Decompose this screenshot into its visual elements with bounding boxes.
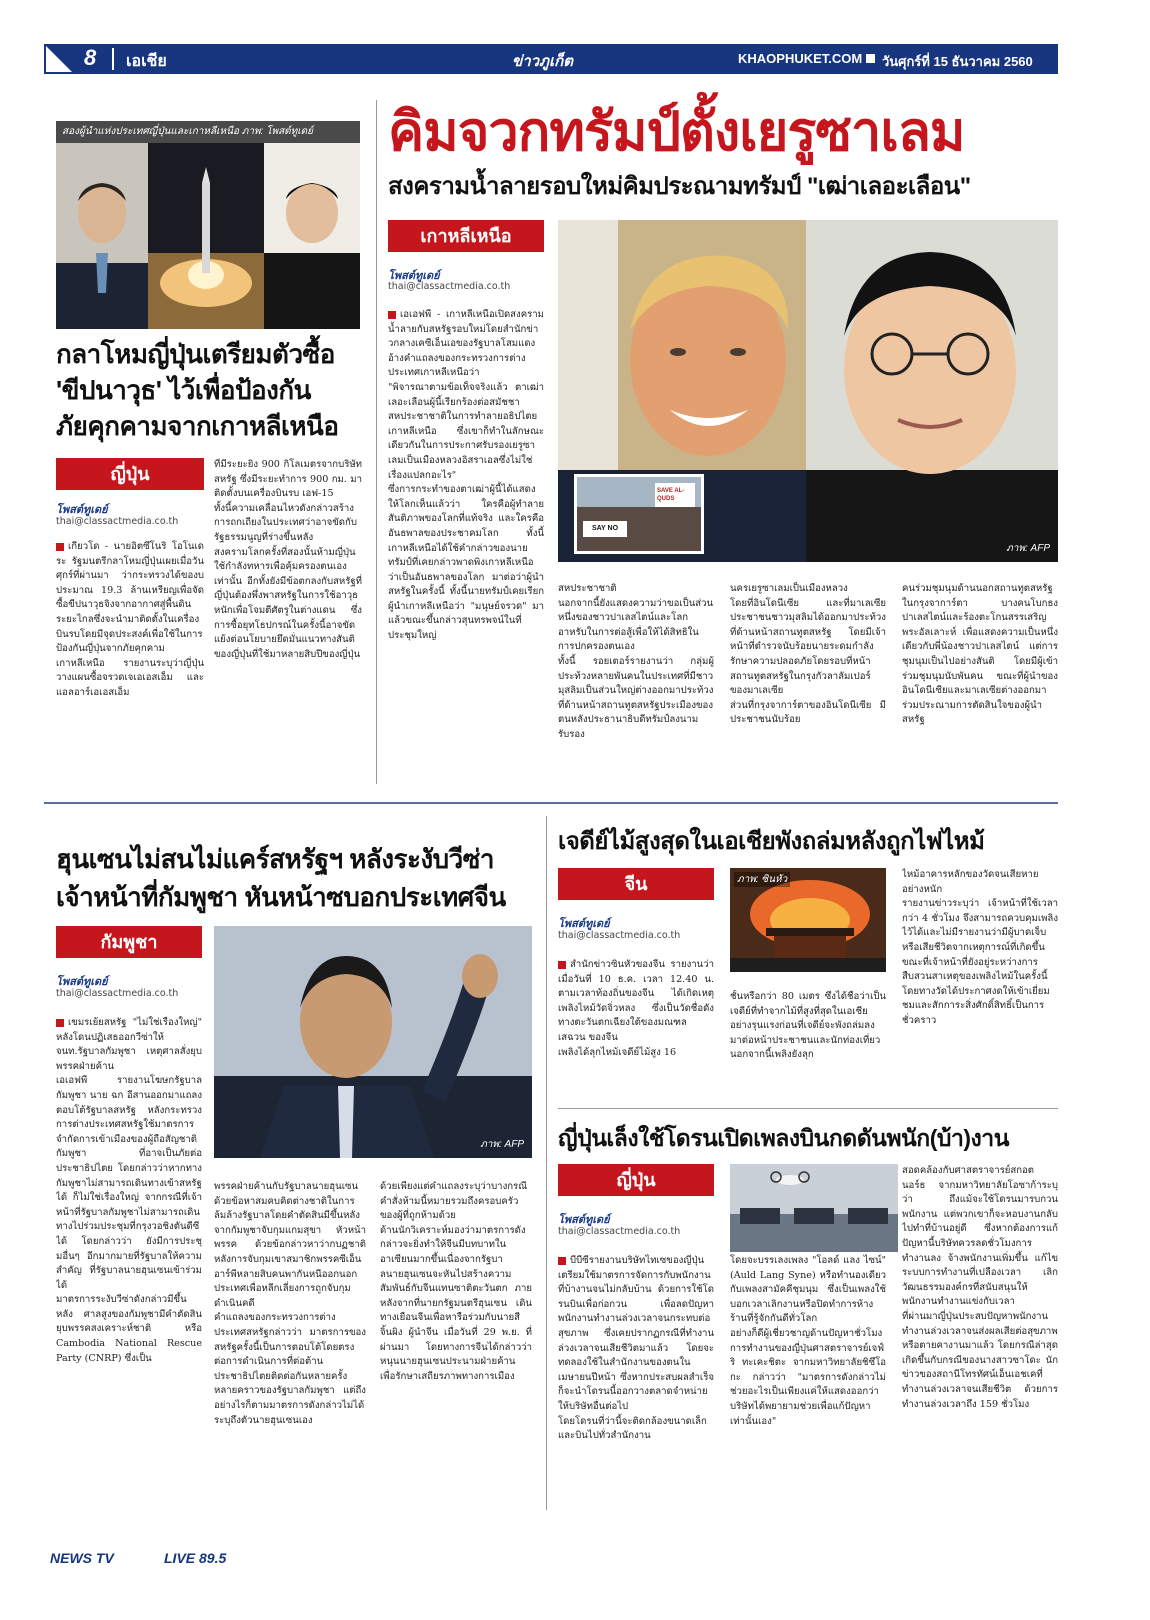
drone-office-photo: [730, 1164, 898, 1252]
cambodia-tag: กัมพูชา: [56, 926, 202, 958]
japan-body-col-2: ที่มีระยะยิง 900 กิโลเมตรจากบริษัทสหรัฐ ซึ่งมีระยะทำการ 900 กม. มาติดตั้งบนเครื่องบินรบ เอฟ-15 ทั้งนี้ความเคลื่อนไหวดังกล่าวสร้างการถกเถียงในประเทศว่าอาจขัดกับรัฐธรรมนูญที่ร่างขึ้นหลังสงครามโลกครั้งที่สองนั้นห้ามญี่ปุ่นใช้กำลังทหารเพื่อคุ้มครองตนเองเท่านั้น อีกทั้งยังมีข้อตกลงกับสหรัฐที่ญี่ปุ่นต้องพึ่งพาสหรัฐในการใช้อาวุธหนักเพื่อโจมตีศัตรูในต่างแดน ซึ่งการซื้อยุทโธปกรณ์ในครั้งนี้อาจขัดแย้งต่อนโยบายยึดมั่นแนวทางสันติของญี่ปุ่นที่ใช้มาหลายสิบปีของญี่ปุ่น: [214, 459, 362, 660]
bullet-square-icon: [558, 961, 566, 969]
hunsen-headline-line-2: เจ้าหน้าที่กัมพูชา หันหน้าซบอกประเทศจีน: [56, 882, 506, 912]
live-radio-logo-text: LIVE 89.5: [164, 1550, 227, 1566]
masthead-logo: ข่าวภูเก็ต: [512, 53, 573, 70]
japan-drone-tag: ญี่ปุ่น: [558, 1164, 714, 1196]
pagoda-photo-credit: ภาพ: ซินหัว: [734, 872, 790, 887]
kim-body-col-2: สหประชาชาติ นอกจากนี้ยังแสดงความว่าขอเป็นส่วนหนึ่งของชาวปาเลสไตน์และโลกอาหรับในการต่อสู้เพื่อให้ได้สิทธิในการปกครองตนเอง ทั้งนี้ รอยเตอร์รายงานว่า กลุ่มผู้ประท้วงหลายพันคนในประเทศที่มีชาวมุสลิมเป็นส่วนใหญ่ต่างออกมาประท้วงที่ด้านหน้าสถานทูตสหรัฐประเมืองของตนหลังประธานาธิบดีทรัมป์ลงนามรับรอง: [558, 583, 714, 740]
japan-byline: โพสต์ทูเดย์: [56, 503, 108, 516]
header-square-icon: [866, 54, 875, 63]
drone-body-col-3: สอดคล้องกับศาสตราจารย์สกอต นอร์ธ จากมหาวิทยาลัยโอซาก้าระบุว่า ถึงแม้จะใช้โดรนมารบกวนพนักงาน แต่พวกเขาก็จะหอบงานกลับไปทำที่บ้านอยู่ดี ซึ่งหากต้องการแก้ปัญหานี้บริษัทควรลดชั่วโมงการทำงานลง จ้างพนักงานเพิ่มขึ้น แก้ไขระบบการทำงานที่เปลืองเวลา เลิกวัฒนธรรมองค์กรที่สนับสนุนให้พนักงานทำงานแข่งกับเวลา ที่ผ่านมาญี่ปุ่นประสบปัญหาพนักงานทำงานล่วงเวลาจนส่งผลเสียต่อสุขภาพหรือตายคางานมาแล้ว โดยกรณีล่าสุดเกิดขึ้นกับกรณีของนางสาวซาโดะ นักข่าวของสถานีโทรทัศน์เอ็นเอชเคที่ทำงานล่วงเวลาจนเสียชีวิต ด้วยการทำงานล่วงเวลาถึง 159 ชั่วโมง: [902, 1165, 1058, 1410]
china-tag: จีน: [558, 868, 714, 900]
kim-body-col-3: นครเยรูซาเลมเป็นเมืองหลวง โดยที่อินโดนีเซีย และที่มาเลเซียประชาชนชาวมุสลิมได้ออกมาประท้วงที่ด้านหน้าสถานทูตสหรัฐ โดยมีเจ้าหน้าที่ตำรวจนับร้อยนายระดมกำลังรักษาความปลอดภัยโดยรอบที่หน้าสถานทูตสหรัฐในกรุงกัวลาลัมเปอร์ของมาเลเซีย ส่วนที่กรุงจาการ์ตาของอินโดนีเซีย มีประชาชนนับร้อย: [730, 583, 886, 726]
pagoda-fire-photo: [730, 868, 886, 972]
pagoda-byline: โพสต์ทูเดย์: [558, 917, 610, 930]
kim-byline-email: thai@classactmedia.co.th: [388, 281, 511, 292]
page-number: 8: [84, 45, 97, 70]
hunsen-photo-credit: ภาพ: AFP: [480, 1139, 524, 1150]
hunsen-headline-line-1: ฮุนเซนไม่สนไม่แคร์สหรัฐฯ หลังระงับวีซ่า: [56, 844, 495, 874]
hunsen-byline: โพสต์ทูเดย์: [56, 975, 108, 988]
protest-inset-photo: [574, 474, 704, 554]
japan-headline-line-1: กลาโหมญี่ปุ่นเตรียมตัวซื้อ: [56, 339, 335, 369]
hunsen-body-col-3: ด้วยเพียงแต่คำแถลงระบุว่าบางกรณีคำสั่งห้ามนี้หมายรวมถึงครอบครัวของผู้ที่ถูกห้ามด้วย ด้านนักวิเคราะห์มองว่ามาตรการดังกล่าวจะยิ่งทำให้จีนมีบทบาทในอาเซียนมากขึ้นเนื่องจากรัฐบาลนายฮุนเซนจะหันไปสร้างความสัมพันธ์กับจีนแทนซาติตะวันตก ภายหลังจากที่นายกรัฐมนตรีฮุนเซน เดินทางเยือนจีนเพื่อหารือร่วมกับนายสีจิ้นผิง ผู้นำจีน เมื่อวันที่ 29 พ.ย. ที่ผ่านมา โดยทางการจีนได้กล่าวว่าหนุนนายฮุนเซนประนามฝ่ายค้าน เพื่อรักษาเสถียรภาพทางการเมือง: [380, 1181, 532, 1382]
kim-photo-credit: ภาพ: AFP: [1006, 543, 1050, 554]
pagoda-body-col-3: ไหม้อาคารหลักของวัดจนเสียหายอย่างหนัก รายงานข่าวระบุว่า เจ้าหน้าที่ใช้เวลากว่า 4 ชั่วโมง จึงสามารถควบคุมเพลิงไว้ได้และไม่มีรายงานว่ามีผู้บาดเจ็บหรือเสียชีวิตจากเหตุการณ์ที่เกิดขึ้น ขณะที่เจ้าหน้าที่ยังอยู่ระหว่างการสืบสวนสาเหตุของเพลิงไหม้ในครั้งนี้ โดยทางวัดได้ประกาศงดให้เข้าเยี่ยมชมและสักการะสิ่งศักดิ์สิทธิ์เป็นการชั่วคราว: [902, 869, 1058, 1026]
hunsen-body-col-1-text: เขมรเย้ยสหรัฐ "ไม่ใช่เรื่องใหญ่" หลังโดนปฏิเสธออกวีซ่าให้จนท.รัฐบาลกัมพูชา เหตุศาลสั่งยุบพรรคฝ่ายค้าน เอเอฟพี รายงานโฆษกรัฐบาลกัมพูชา นาย ฉก อีสานออกมาแถลงตอบโต้รัฐบาลสหรัฐ หลังกระทรวงการต่างประเทศสหรัฐใช้มาตรการจำกัดการเข้าเมืองของผู้ถือสัญชาติกัมพูชา ที่อาจเป็นภัยต่อประชาธิปไตย โดยกล่าวว่าหากทางกัมพูชาไม่สามารถเดินทางเข้าสหรัฐได้ ก็ไม่ใช่เรื่องใหญ่ จากกรณีที่เจ้าหน้าที่รัฐบาลกัมพูชาไม่สามารถเดินทางไปร่วมประชุมที่กรุงวอชิงตันดีซี ได้ โดยกล่าวว่า ยังมีการประชุมอื่นๆ อีกมากมายที่รัฐบาลให้ความสำคัญ ที่รัฐบาลนายฮุนเซนเข้าร่วมได้ มาตรการระงับวีซ่าดังกล่าวมีขึ้นหลัง ศาลสูงของกัมพูชามีคำตัดสินยุบพรรคสงเคราะห์ชาติ หรือ Cambodia National Rescue Party (CNRP) ซึ่งเป็น: [56, 1017, 202, 1364]
live-radio-logo: [158, 1548, 232, 1568]
hunsen-body-col-2: พรรคฝ่ายค้านกับรัฐบาลนายฮุนเซน ด้วยข้อหาสมคบคิดต่างชาติในการล้มล้างรัฐบาลโดยคำตัดสินมีขึ้นหลังจากกัมพูชาจับกุมแกมสุขา หัวหน้าพรรค ด้วยข้อกล่าวหาว่ากบฏชาติ หลังการจับกุมเขาสมาชิกพรรคซีเอ็นอาร์พีหลายสิบคนพากันหนีออกนอกประเทศเพื่อหลีกเลี่ยงการถูกจับกุมดำเนินคดี คำแถลงของกระทรวงการต่างประเทศสหรัฐกล่าวว่า มาตรการของสหรัฐครั้งนี้เป็นการตอบโต้โดยตรงต่อการดำเนินการที่ต่อต้านประชาธิปไตยติดต่อกันหลายครั้งหลายคราวของรัฐบาลกัมพูชา แต่ถึงอย่างไรก็ตามมาตรการดังกล่าวไม่ได้ระบุถึงตัวนายฮุนเซนเอง: [214, 1181, 366, 1426]
section-name: เอเชีย: [126, 53, 167, 70]
pagoda-byline-email: thai@classactmedia.co.th: [558, 930, 681, 941]
japan-photo-caption: สองผู้นำแห่งประเทศญี่ปุ่นและเกาหลีเหนือ ภาพ: โพสต์ทูเดย์: [56, 121, 360, 143]
protest-sign-text-2: SAY NO: [583, 521, 627, 537]
pagoda-bottom-rule: [558, 1108, 1058, 1109]
japan-body-col-1-text: เกียวโด - นายอิตซึโนริ โอโนเดระ รัฐมนตรีกลาโหมญี่ปุ่นเผยเมื่อวันศุกร์ที่ผ่านมา ว่ากระทรวงได้ของบประมาณ 19.3 ล้านเหรียญเพื่อจัดซื้อขีปนาวุธจิงจากอากาศสู่พื้นดินระยะไกลซึ่งจะนำมาติดตั้งในเครื่องบินรบโดยมีจุดประสงค์เพื่อใช้ในการป้องกันญี่ปุ่นจากภัยคุกคามเกาหลีเหนือ รายงานระบุว่าญี่ปุ่นวางแผนซื้อจรวดเจเอเอสเอ็ม และแอลอาร์เอเอสเอ็ม: [56, 541, 204, 698]
pagoda-body-col-2: ชั้นหรือกว่า 80 เมตร ซึ่งได้ชื่อว่าเป็นเจดีย์ที่ทำจากไม้ที่สูงที่สุดในเอเชีย อย่างรุนแรงก่อนที่เจดีย์จะพังถล่มลงมาต่อหน้าประชาชนและนักท่องเที่ยว นอกจากนี้เพลิงยังลุก: [730, 991, 886, 1061]
pagoda-body-col-1-text: สำนักข่าวซินหัวของจีน รายงานว่า เมื่อวันที่ 10 ธ.ค. เวลา 12.40 น. ตามเวลาท้องถิ่นของจีน ได้เกิดเหตุเพลิงไหม้วัดจิ่วหลง ซึ่งเป็นวัดชื่อดังทางตะวันตกเฉียงใต้ของมณฑลเสฉวน ของจีน เพลิงได้ลุกไหม้เจดีย์ไม้สูง 16: [558, 959, 714, 1058]
trump-kim-photo: [558, 220, 1058, 562]
kim-subheadline: สงครามน้ำลายรอบใหม่คิมประณามทรัมป์ "เฒ่าเลอะเลือน": [388, 173, 971, 200]
drone-body-col-2: โดยจะบรรเลงเพลง "โอลด์ แลง ไซน์" (Auld Lang Syne) หรือทำนองเดียวกับเพลงสามัคคีชุมนุม ซึ่งเป็นเพลงใช้บอกเวลาเลิกงานหรือปิดทำการห้างร้านที่รู้จักกันดีทั่วโลก อย่างก็ดีผู้เชี่ยวชาญด้านปัญหาชั่วโมงการทำงานของญี่ปุ่นศาสตราจารย์เจฟ์ริ ทะเคะชิตะ จากมหาวิทยาลัยชิซึโอกะ กล่าวว่า "มาตรการดังกล่าวไม่ช่วยอะไรเป็นเพียงแค่ให้แสดงออกว่าบริษัทได้พยายามช่วยเพื่อแก้ปัญหาเท่านั้นเอง": [730, 1255, 886, 1427]
pagoda-body-col-1: [558, 958, 714, 1090]
drone-body-col-1: [558, 1254, 714, 1510]
column-divider-bottom: [546, 816, 547, 1510]
kim-byline: โพสต์ทูเดย์: [388, 269, 440, 282]
newstv-logo-text: NEWS TV: [50, 1550, 114, 1566]
bullet-square-icon: [558, 1257, 566, 1265]
bullet-square-icon: [56, 1019, 64, 1027]
japan-byline-email: thai@classactmedia.co.th: [56, 516, 179, 527]
bullet-square-icon: [56, 543, 64, 551]
kim-body-col-4: คนร่วมชุมนุมด้านนอกสถานทูตสหรัฐในกรุงจาการ์ตา บางคนโบกธงปาเลสไตน์และร้องตะโกนสรรเสริญพระอัลเลาะห์ เพื่อแสดงความเป็นหนึ่งเดียวกับพี่น้องชาวปาเลสไตน์ แต่การชุมนุมเป็นไปอย่างสันติ โดยมีผู้เข้าร่วมชุมนุมนับพันคน ขณะที่ผู้นำของอินโดนีเซียและมาเลเซียต่างออกมาร่วมประณามการตัดสินใจของผู้นำสหรัฐ: [902, 583, 1058, 726]
drone-byline: โพสต์ทูเดย์: [558, 1213, 610, 1226]
kim-body-col-1: [388, 308, 544, 784]
section-separator: [44, 802, 1058, 804]
section-marker-icon: [44, 44, 74, 74]
hunsen-byline-email: thai@classactmedia.co.th: [56, 988, 179, 999]
issue-date: วันศุกร์ที่ 15 ธันวาคม 2560: [882, 54, 1033, 69]
drone-byline-email: thai@classactmedia.co.th: [558, 1226, 681, 1237]
header-divider: [112, 48, 114, 70]
japan-tag: ญี่ปุ่น: [56, 458, 204, 490]
japan-body-col-1: [56, 540, 204, 780]
kim-headline: คิมจวกทรัมป์ตั้งเยรูซาเลม: [388, 102, 965, 162]
pagoda-headline: เจดีย์ไม้สูงสุดในเอเชียพังถล่มหลังถูกไฟไหม้: [558, 828, 985, 855]
drone-body-col-1-text: บีบีซีรายงานบริษัทไทเซของญี่ปุ่น เตรียมใช้มาตรการจัดการกับพนักงานที่บ้างานจนไม่กลับบ้าน ด้วยการใช้โดรนบินเพื่อก่อกวน เพื่อลดปัญหาพนักงานทำงานล่วงเวลาจนกระทบต่อสุขภาพ ซึ่งเคยปรากฏกรณีที่ทำงานล่วงเวลาจนเสียชีวิตมาแล้ว โดยจะทดลองใช้ในสำนักงานของตนในเมษายนปีหน้า ซึ่งหากประสบผลสำเร็จก็จะนำโดรนนี้ออกวางตลาดจำหน่ายให้บริษัทอื่นต่อไป โดยโดรนที่ว่านี้จะติดกล้องขนาดเล็กและบินไปทั่วสำนักงาน: [558, 1255, 714, 1442]
leaders-composite-photo: [56, 143, 360, 329]
column-divider: [376, 100, 377, 784]
website: KHAOPHUKET.COM: [738, 51, 863, 66]
hunsen-body-col-1: [56, 1016, 202, 1506]
kim-body-col-1-text: เอเอฟพี - เกาหลีเหนือเปิดสงครามน้ำลายกับสหรัฐรอบใหม่โดยสำนักข่าวกลางเคซีเอ็นเอของรัฐบาลโสมแดง อ้างคำแถลงของกระทรวงการต่างประเทศเกาหลีเหนือว่า "พิจารณาตามข้อเท็จจริงแล้ว ตาเฒ่าเลอะเลือนผู้นี้เรียกร้องต่อสมัชชาสหประชาชาติในการทำลายอธิปไตยเกาหลีเหนือ ซึ่งเขาก็ทำในลักษณะเดียวกันในการประกาศรับรองเยรูซาเลมเป็นเมืองหลวงอิสราเอลซึ่งไม่ใช่เรื่องแปลกอะไร" ซึ่งการกระทำของตาเฒ่าผู้นี้ได้แสดงให้โลกเห็นแล้วว่า ใครคือผู้ทำลายสันติภาพของโลกที่แท้จริง และใครคืออันธพาลของประชาคมโลก ทั้งนี้เกาหลีเหนือได้ใช้คำกล่าวของนายทรัมป์ที่เคยกล่าวพาดพิงเกาหลีเหนือว่าเป็นอันธพาลของโลก มาต่อว่าผู้นำสหรัฐในครั้งนี้ ทั้งนี้นายทรัมป์เคยเรียกผู้นำเกาหลีเหนือว่า "มนุษย์จรวด" มาแล้วขณะขึ้นกล่าวสุนทรพจน์ในที่ประชุมใหญ่: [388, 309, 544, 642]
hunsen-photo: [214, 926, 532, 1158]
newstv-logo: [44, 1548, 120, 1568]
north-korea-tag: เกาหลีเหนือ: [388, 220, 544, 252]
protest-sign-text-1: SAVE AL-QUDS: [657, 488, 685, 502]
bullet-square-icon: [388, 311, 396, 319]
japan-headline-line-2: 'ขีปนาวุธ' ไว้เพื่อป้องกัน: [56, 375, 311, 405]
japan-headline-line-3: ภัยคุกคามจากเกาหลีเหนือ: [56, 411, 339, 441]
drone-headline: ญี่ปุ่นเล็งใช้โดรนเปิดเพลงบินกดดันพนัก(บ้า)งาน: [558, 1125, 1009, 1151]
